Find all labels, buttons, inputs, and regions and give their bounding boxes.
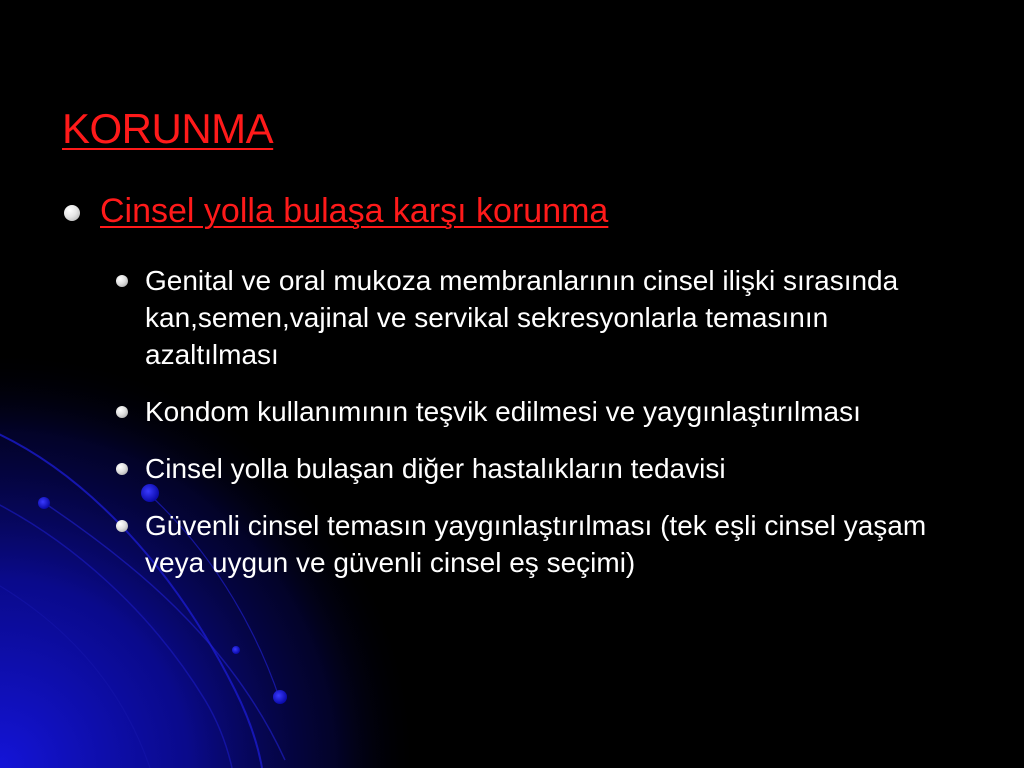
list-item xyxy=(116,393,976,430)
slide-title: KORUNMA xyxy=(62,105,274,152)
decor-dot-4 xyxy=(232,646,240,654)
decor-dot-3 xyxy=(273,690,287,704)
bullet-icon xyxy=(116,463,128,475)
bullet-list xyxy=(116,262,976,601)
list-item-text: Cinsel yolla bulaşan diğer hastalıkların tedavisi xyxy=(145,453,726,484)
bullet-icon xyxy=(64,205,80,221)
bullet-icon xyxy=(116,520,128,532)
list-item-text: Güvenli cinsel temasın yaygınlaştırılması (tek eşli cinsel yaşam veya uygun ve güvenli cinsel eş seçimi) xyxy=(145,510,927,578)
bullet-icon xyxy=(116,406,128,418)
list-item xyxy=(116,507,976,581)
section-heading: Cinsel yolla bulaşa karşı korunma xyxy=(100,192,609,230)
list-item-text: Kondom kullanımının teşvik edilmesi ve yaygınlaştırılması xyxy=(145,396,861,427)
decor-dot-2 xyxy=(38,497,50,509)
bullet-icon xyxy=(116,275,128,287)
list-item xyxy=(116,262,976,373)
level1-bullet-item xyxy=(64,190,608,232)
list-item xyxy=(116,450,976,487)
list-item-text: Genital ve oral mukoza membranlarının cinsel ilişki sırasında kan,semen,vajinal ve servikal sekresyonlarla temasının azaltılması xyxy=(145,265,899,370)
